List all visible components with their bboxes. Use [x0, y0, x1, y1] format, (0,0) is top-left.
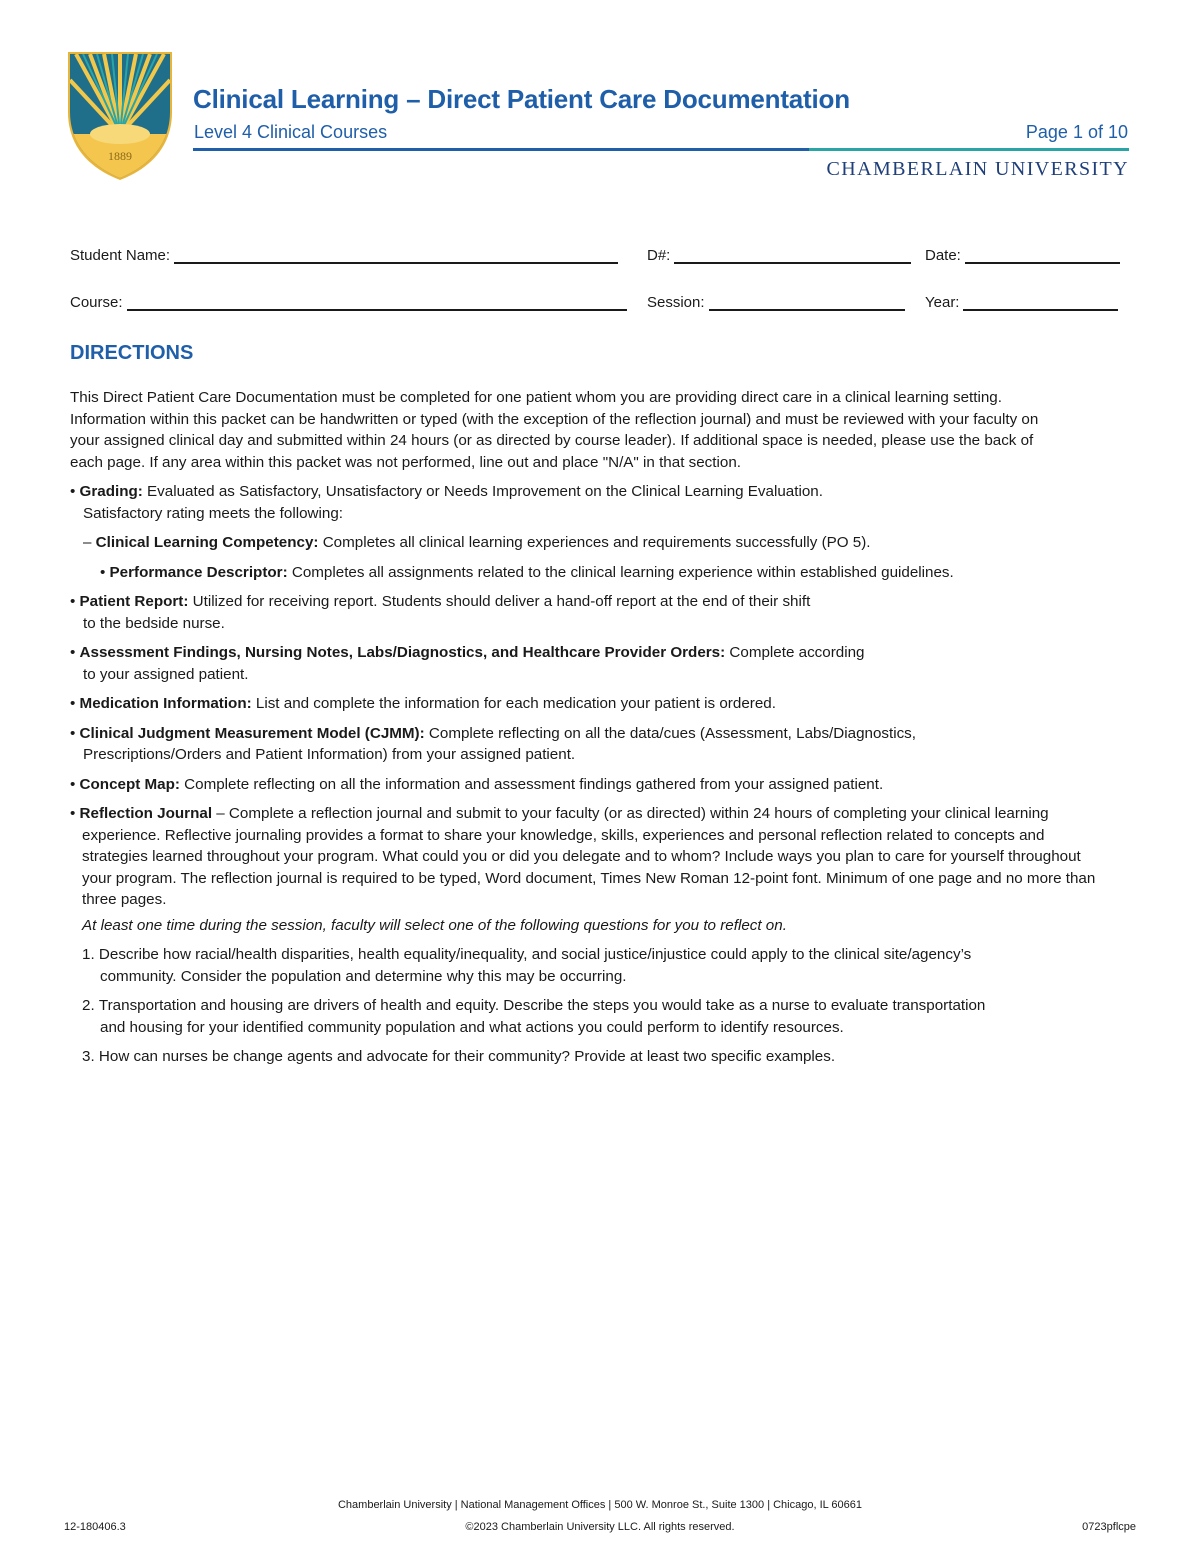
- concept-map-item: • Concept Map: Complete reflecting on all the information and assessment findings gathered from your assigned patient.: [70, 775, 884, 793]
- patient-report-label: Patient Report:: [79, 593, 189, 610]
- d-number-field[interactable]: [647, 246, 911, 264]
- question-text: Transportation and housing are drivers of health and equity. Describe the steps you would take as a nurse to evaluate transportation and housing for your identified community population and what actions you could perform to identify resources.: [98, 997, 986, 1036]
- question-2: [70, 995, 1000, 1038]
- descriptor-item: • Performance Descriptor: Completes all assignments related to the clinical learning experience within established guidelines.: [100, 563, 954, 581]
- d-number-line[interactable]: [674, 246, 911, 264]
- reflection-text: – Complete a reflection journal and submit to your faculty (or as directed) within 24 hours of completing your clinical learning experience. Reflective journaling provides a format to share your knowledge, skills, experiences and personal reflection related to concepts and strategies learned throughout your program. What could you or did you delegate and to whom? Include ways you plan to care for yourself throughout your program. The reflection journal is required to be typed, Word document, Times New Roman 12-point font. Minimum of one page and no more than three pages.: [82, 805, 1096, 908]
- session-label: Session:: [647, 294, 705, 311]
- year-line[interactable]: [963, 293, 1118, 311]
- session-field[interactable]: [647, 293, 905, 311]
- question-number: 3.: [82, 1048, 95, 1065]
- descriptor-text: Completes all assignments related to the clinical learning experience within established guidelines.: [287, 563, 954, 581]
- cjmm-label: Clinical Judgment Measurement Model (CJMM):: [79, 724, 425, 742]
- question-1: [70, 944, 1000, 987]
- page-number: Page 1 of 10: [1025, 122, 1128, 142]
- document-title: Clinical Learning – Direct Patient Care Documentation: [193, 84, 850, 114]
- date-field[interactable]: [925, 246, 1120, 264]
- reflection-label: Reflection Journal: [79, 805, 213, 822]
- patient-report-item: • Patient Report: Utilized for receiving report. Students should deliver a hand-off report at the end of their shift: [70, 593, 811, 610]
- cjmm-item: • Clinical Judgment Measurement Model (CJMM): Complete reflecting on all the data/cues (Assessment, Labs/Diagnostics,: [70, 724, 916, 742]
- header-rule-teal: [809, 148, 1129, 151]
- reflection-item: • Reflection Journal – Complete a reflection journal and submit to your faculty (or as directed) within 24 hours of completing your clinical learning experience. Reflective journaling provides a format to share your knowledge, skills, experiences and personal reflection related to concepts and strategies learned throughout your program. What could you or did you delegate and to whom? Include ways you plan to care for yourself throughout your program. The reflection journal is required to be typed, Word document, Times New Roman 12-point font. Minimum of one page and no more than three pages.: [70, 805, 1096, 908]
- assessment-text-2: to your assigned patient.: [83, 665, 249, 683]
- svg-text:1889: 1889: [108, 149, 132, 163]
- university-name: CHAMBERLAIN UNIVERSITY: [826, 158, 1129, 180]
- patient-report-text: Utilized for receiving report. Students should deliver a hand-off report at the end of their shift: [188, 593, 811, 610]
- directions-heading: DIRECTIONS: [70, 342, 194, 364]
- concept-map-label: Concept Map:: [79, 775, 180, 793]
- date-line[interactable]: [965, 246, 1120, 264]
- footer-copyright: ©2023 Chamberlain University LLC. All rights reserved.: [465, 1521, 735, 1533]
- footer-doc-id: 12-180406.3: [64, 1521, 126, 1533]
- cjmm-text: Complete reflecting on all the data/cues (Assessment, Labs/Diagnostics,: [424, 724, 916, 742]
- grading-item: • Grading: Evaluated as Satisfactory, Unsatisfactory or Needs Improvement on the Clinical Learning Evaluation.: [70, 483, 823, 500]
- question-text: How can nurses be change agents and advocate for their community? Provide at least two specific examples.: [98, 1048, 836, 1065]
- course-line[interactable]: [127, 293, 627, 311]
- student-name-line[interactable]: [174, 246, 618, 264]
- medication-text: List and complete the information for each medication your patient is ordered.: [251, 695, 776, 712]
- grading-text: Evaluated as Satisfactory, Unsatisfactory or Needs Improvement on the Clinical Learning Evaluation.: [142, 483, 823, 500]
- assessment-label: Assessment Findings, Nursing Notes, Labs/Diagnostics, and Healthcare Provider Orders:: [79, 644, 726, 661]
- competency-text: Completes all clinical learning experiences and requirements successfully (PO 5).: [318, 534, 871, 551]
- descriptor-label: Performance Descriptor:: [109, 563, 288, 581]
- grading-text-2: Satisfactory rating meets the following:: [83, 504, 343, 522]
- year-label: Year:: [925, 294, 960, 311]
- directions-intro: This Direct Patient Care Documentation must be completed for one patient whom you are providing direct care in a clinical learning setting. Information within this packet can be handwritten or typed (with the exception of the reflection journal) and must be reviewed with your faculty on your assigned clinical day and submitted within 24 hours (or as directed by course leader). If additional space is needed, please use the back of each page. If any area within this packet was not performed, line out and place "N/A" in that section.: [70, 389, 1039, 471]
- question-3: [70, 1046, 1000, 1068]
- question-text: Describe how racial/health disparities, health equality/inequality, and social justice/injustice could apply to the clinical site/agency’s community. Consider the population and determine why this may be occurring.: [98, 946, 972, 985]
- document-subtitle: Level 4 Clinical Courses: [194, 122, 388, 142]
- question-number: 1.: [82, 946, 95, 963]
- grading-label: Grading:: [79, 483, 143, 500]
- patient-report-text-2: to the bedside nurse.: [83, 614, 225, 632]
- footer-code: 0723pflcpe: [1082, 1521, 1136, 1533]
- course-label: Course:: [70, 294, 123, 311]
- chamberlain-shield-logo: [66, 50, 174, 180]
- concept-map-text: Complete reflecting on all the information and assessment findings gathered from your assigned patient.: [179, 775, 884, 793]
- course-field[interactable]: [70, 293, 627, 311]
- footer-address: Chamberlain University | National Management Offices | 500 W. Monroe St., Suite 1300 | Chicago, IL 60661: [337, 1499, 862, 1511]
- header-rule-blue: [193, 148, 809, 151]
- directions-body: [70, 387, 1132, 1068]
- student-name-field[interactable]: [70, 246, 618, 264]
- medication-item: • Medication Information: List and complete the information for each medication your patient is ordered.: [70, 695, 776, 712]
- italic-note: At least one time during the session, faculty will select one of the following questions for you to reflect on.: [82, 916, 787, 934]
- medication-label: Medication Information:: [79, 695, 252, 712]
- year-field[interactable]: [925, 293, 1118, 311]
- question-number: 2.: [82, 997, 95, 1014]
- session-line[interactable]: [709, 293, 905, 311]
- assessment-text: Complete according: [725, 644, 865, 661]
- student-name-label: Student Name:: [70, 247, 171, 264]
- date-label: Date:: [925, 247, 961, 264]
- d-number-label: D#:: [647, 247, 671, 264]
- competency-item: – Clinical Learning Competency: Completes all clinical learning experiences and requirements successfully (PO 5).: [83, 534, 871, 551]
- assessment-item: • Assessment Findings, Nursing Notes, Labs/Diagnostics, and Healthcare Provider Orders: Complete according: [70, 644, 865, 661]
- cjmm-text-2: Prescriptions/Orders and Patient Information) from your assigned patient.: [83, 746, 576, 763]
- competency-label: Clinical Learning Competency:: [95, 534, 319, 551]
